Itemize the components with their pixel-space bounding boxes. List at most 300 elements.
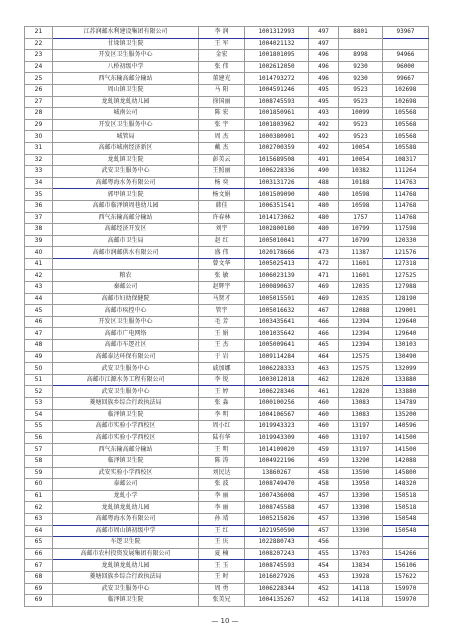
score-cell: 493 [309, 108, 339, 120]
rank-cell: 13083 [339, 398, 383, 410]
row-number-cell: 28 [25, 108, 53, 120]
row-number-cell: 39 [25, 235, 53, 247]
rank-cell: 13390 [339, 502, 383, 514]
person-name-cell: 周 勇 [199, 583, 245, 595]
unit-name-cell: 泰邮公司 [53, 479, 199, 491]
rank-cell: 11601 [339, 270, 383, 282]
candidate-id-cell: 1019943309 [245, 432, 309, 444]
row-number-cell: 41 [25, 258, 53, 270]
person-name-cell: 张美兄 [199, 595, 245, 607]
candidate-id-cell: 1014109020 [245, 444, 309, 456]
rank-cell: 10099 [339, 108, 383, 120]
candidate-id-cell: 1003435641 [245, 316, 309, 328]
row-number-cell: 29 [25, 119, 53, 131]
total-cell: 142088 [383, 455, 429, 467]
unit-name-cell: 龙虬镇龙虬幼儿园 [53, 96, 199, 108]
person-name-cell: 王 红 [199, 525, 245, 537]
table-row [25, 154, 429, 166]
total-cell: 150518 [383, 502, 429, 514]
person-name-cell: 张 波 [199, 479, 245, 491]
person-name-cell: 王 娟 [199, 328, 245, 340]
total-cell: 128190 [383, 293, 429, 305]
total-cell: 127318 [383, 258, 429, 270]
unit-name-cell: 高邮市周山镇初级中学 [53, 525, 199, 537]
table-row [25, 73, 429, 85]
row-number-cell: 63 [25, 513, 53, 525]
rank-cell: 14118 [339, 583, 383, 595]
person-name-cell: 李 锐 [199, 374, 245, 386]
table-row [25, 455, 429, 467]
rank-cell: 1757 [339, 212, 383, 224]
table-row [25, 258, 429, 270]
rank-cell: 13083 [339, 409, 383, 421]
unit-name-cell: 临泽镇卫生院 [53, 409, 199, 421]
table-row [25, 224, 429, 236]
row-number-cell: 40 [25, 247, 53, 259]
row-number-cell: 37 [25, 212, 53, 224]
rank-cell: 11387 [339, 247, 383, 259]
score-cell: 496 [309, 61, 339, 73]
person-name-cell: 毛 芳 [199, 316, 245, 328]
person-name-cell: 于 岩 [199, 351, 245, 363]
total-cell: 129640 [383, 316, 429, 328]
candidate-id-cell: 1005025413 [245, 258, 309, 270]
row-number-cell: 44 [25, 293, 53, 305]
row-number-cell: 69 [25, 583, 53, 595]
candidate-id-cell: 1005015501 [245, 293, 309, 305]
candidate-id-cell: 1022880743 [245, 537, 309, 549]
total-cell: 132099 [383, 363, 429, 375]
score-cell: 460 [309, 409, 339, 421]
total-cell: 140596 [383, 421, 429, 433]
score-cell: 496 [309, 50, 339, 62]
score-cell: 453 [309, 571, 339, 583]
rank-cell: 13928 [339, 571, 383, 583]
row-number-cell: 69 [25, 595, 53, 607]
candidate-id-cell: 1004135267 [245, 595, 309, 607]
unit-name-cell: 甘垛镇卫生院 [53, 38, 199, 50]
person-name-cell: 彭美云 [199, 154, 245, 166]
candidate-id-cell: 1014793272 [245, 73, 309, 85]
person-name-cell: 张 淼 [199, 398, 245, 410]
row-number-cell: 21 [25, 27, 53, 39]
unit-name-cell: 周山镇卫生院 [53, 84, 199, 96]
unit-name-cell: 开发区卫生服务中心 [53, 316, 199, 328]
row-number-cell: 36 [25, 200, 53, 212]
rank-cell: 12035 [339, 282, 383, 294]
total-cell: 94966 [383, 50, 429, 62]
rank-cell: 9523 [339, 119, 383, 131]
unit-name-cell: 菱塘回族乡综合行政执法局 [53, 571, 199, 583]
rank-cell: 12088 [339, 305, 383, 317]
unit-name-cell: 高邮市广电网络 [53, 328, 199, 340]
person-name-cell: 王照丽 [199, 166, 245, 178]
table-row [25, 525, 429, 537]
table-row [25, 340, 429, 352]
row-number-cell: 50 [25, 363, 53, 375]
row-number-cell: 32 [25, 154, 53, 166]
score-cell: 495 [309, 84, 339, 96]
candidate-id-cell: 1004591246 [245, 84, 309, 96]
score-cell: 461 [309, 386, 339, 398]
table-row [25, 537, 429, 549]
person-name-cell: 李 明 [199, 409, 245, 421]
total-cell: 148320 [383, 479, 429, 491]
candidate-id-cell: 1000380901 [245, 131, 309, 143]
score-cell: 460 [309, 421, 339, 433]
score-cell: 497 [309, 38, 339, 50]
total-cell: 145800 [383, 467, 429, 479]
rank-cell: 10799 [339, 224, 383, 236]
rank-cell: 9230 [339, 61, 383, 73]
candidate-id-cell: 1006228346 [245, 386, 309, 398]
table-row [25, 328, 429, 340]
table-row [25, 444, 429, 456]
table-row [25, 212, 429, 224]
person-name-cell: 戚加娜 [199, 363, 245, 375]
candidate-id-cell: 1001509090 [245, 189, 309, 201]
person-name-cell: 张 宇 [199, 119, 245, 131]
score-cell: 459 [309, 455, 339, 467]
row-number-cell: 30 [25, 131, 53, 143]
person-name-cell: 杨 奕 [199, 177, 245, 189]
unit-name-cell: 开发区卫生服务中心 [53, 50, 199, 62]
person-name-cell: 马贤才 [199, 293, 245, 305]
row-number-cell: 22 [25, 38, 53, 50]
unit-name-cell: 武安卫生服务中心 [53, 386, 199, 398]
row-number-cell: 47 [25, 328, 53, 340]
table-row [25, 282, 429, 294]
candidate-id-cell: 1000100256 [245, 398, 309, 410]
score-cell: 466 [309, 328, 339, 340]
rank-cell: 13197 [339, 444, 383, 456]
score-cell: 492 [309, 119, 339, 131]
table-row [25, 386, 429, 398]
table-row [25, 560, 429, 572]
score-cell: 457 [309, 502, 339, 514]
score-cell: 457 [309, 490, 339, 502]
total-cell: 127525 [383, 270, 429, 282]
unit-name-cell: 郭甲镇卫生院 [53, 189, 199, 201]
unit-name-cell: 龙虬镇卫生院 [53, 154, 199, 166]
score-cell: 464 [309, 351, 339, 363]
person-name-cell: 王 军 [199, 38, 245, 50]
total-cell: 150518 [383, 490, 429, 502]
score-cell: 488 [309, 177, 339, 189]
rank-cell: 13197 [339, 432, 383, 444]
table-row [25, 490, 429, 502]
rank-cell: 12394 [339, 340, 383, 352]
table-row [25, 583, 429, 595]
score-cell: 480 [309, 224, 339, 236]
row-number-cell: 51 [25, 374, 53, 386]
row-number-cell: 31 [25, 142, 53, 154]
candidate-id-cell: 1008745588 [245, 502, 309, 514]
unit-name-cell: 城管局 [53, 131, 199, 143]
rank-cell: 9230 [339, 73, 383, 85]
score-cell: 457 [309, 513, 339, 525]
rank-cell: 13390 [339, 525, 383, 537]
row-number-cell: 57 [25, 444, 53, 456]
table-row [25, 467, 429, 479]
table-row [25, 84, 429, 96]
total-cell: 150548 [383, 525, 429, 537]
unit-name-cell: 龙虬小学 [53, 490, 199, 502]
total-cell: 129640 [383, 328, 429, 340]
score-cell: 462 [309, 374, 339, 386]
score-cell: 469 [309, 282, 339, 294]
table-row [25, 177, 429, 189]
person-name-cell: 曾文华 [199, 258, 245, 270]
score-cell: 480 [309, 212, 339, 224]
unit-name-cell: 高邮经济开发区 [53, 224, 199, 236]
row-number-cell: 48 [25, 340, 53, 352]
unit-name-cell: 高邮市江源水务工程有限公司 [53, 374, 199, 386]
unit-name-cell: 高邮市实验小学西校区 [53, 432, 199, 444]
person-name-cell: 李 丽 [199, 490, 245, 502]
table-row [25, 351, 429, 363]
table-body [25, 27, 429, 607]
table-row [25, 305, 429, 317]
score-cell: 460 [309, 398, 339, 410]
score-cell: 497 [309, 27, 339, 39]
table-row [25, 235, 429, 247]
total-cell: 96000 [383, 61, 429, 73]
candidate-id-cell: 1005215026 [245, 513, 309, 525]
person-name-cell: 徐国丽 [199, 96, 245, 108]
total-cell: 130103 [383, 340, 429, 352]
candidate-id-cell: 1015689508 [245, 154, 309, 166]
person-name-cell: 陈 涛 [199, 455, 245, 467]
person-name-cell: 马 阳 [199, 84, 245, 96]
unit-name-cell: 龙虬镇龙虬幼儿园 [53, 560, 199, 572]
candidate-id-cell: 1001850961 [245, 108, 309, 120]
unit-name-cell: 武安实验小学西校区 [53, 467, 199, 479]
row-number-cell: 27 [25, 96, 53, 108]
score-cell: 456 [309, 537, 339, 549]
row-number-cell: 46 [25, 316, 53, 328]
unit-name-cell: 高邮市润邮供水有限公司 [53, 247, 199, 259]
score-cell: 452 [309, 583, 339, 595]
rank-cell: 12394 [339, 316, 383, 328]
rank-cell: 13950 [339, 479, 383, 491]
person-name-cell: 王 庆 [199, 537, 245, 549]
person-name-cell: 杨文娟 [199, 189, 245, 201]
candidate-id-cell: 1002800180 [245, 224, 309, 236]
table-row [25, 571, 429, 583]
candidate-id-cell: 1014173062 [245, 212, 309, 224]
person-name-cell: 王 玉 [199, 560, 245, 572]
row-number-cell: 68 [25, 571, 53, 583]
rank-cell: 12820 [339, 386, 383, 398]
row-number-cell: 26 [25, 84, 53, 96]
row-number-cell: 65 [25, 537, 53, 549]
rank-cell: 12820 [339, 374, 383, 386]
total-cell: 157622 [383, 571, 429, 583]
table-row [25, 189, 429, 201]
total-cell: 105568 [383, 119, 429, 131]
score-cell: 463 [309, 363, 339, 375]
total-cell: 120330 [383, 235, 429, 247]
row-number-cell: 62 [25, 502, 53, 514]
unit-name-cell: 粮农 [53, 270, 199, 282]
table-row [25, 363, 429, 375]
unit-name-cell: 高邮市临泽镇周巷幼儿园 [53, 200, 199, 212]
score-cell: 458 [309, 467, 339, 479]
table-row [25, 293, 429, 305]
candidate-id-cell: 1006351541 [245, 200, 309, 212]
score-cell: 492 [309, 142, 339, 154]
table-row [25, 409, 429, 421]
candidate-id-cell: 1000890637 [245, 282, 309, 294]
score-cell: 492 [309, 131, 339, 143]
unit-name-cell: 西气东输高邮分输站 [53, 212, 199, 224]
unit-name-cell: 武安卫生服务中心 [53, 363, 199, 375]
unit-name-cell: 临泽镇卫生院 [53, 455, 199, 467]
rank-cell: 10598 [339, 200, 383, 212]
total-cell: 114768 [383, 200, 429, 212]
table-row [25, 502, 429, 514]
total-cell: 99667 [383, 73, 429, 85]
total-cell: 102698 [383, 96, 429, 108]
candidate-id-cell: 1020178666 [245, 247, 309, 259]
rank-cell: 9523 [339, 84, 383, 96]
score-cell: 467 [309, 305, 339, 317]
total-cell: 135200 [383, 409, 429, 421]
candidate-id-cell: 1001803962 [245, 119, 309, 131]
row-number-cell: 24 [25, 61, 53, 73]
table-row [25, 61, 429, 73]
total-cell: 159970 [383, 595, 429, 607]
unit-name-cell: 高邮粤海水务有限公司 [53, 513, 199, 525]
person-name-cell: 赵辉宇 [199, 282, 245, 294]
rank-cell: 8801 [339, 27, 383, 39]
candidate-id-cell: 1003012018 [245, 374, 309, 386]
unit-name-cell: 开发区卫生服务中心 [53, 119, 199, 131]
table-row [25, 96, 429, 108]
table-row [25, 119, 429, 131]
row-number-cell: 23 [25, 50, 53, 62]
score-cell: 496 [309, 73, 339, 85]
total-cell [383, 38, 429, 50]
candidate-id-cell: 1006228336 [245, 166, 309, 178]
unit-name-cell: 江苏润邮水利建设集团有限公司 [53, 27, 199, 39]
candidate-id-cell: 1019943323 [245, 421, 309, 433]
rank-cell: 13590 [339, 467, 383, 479]
table-row [25, 398, 429, 410]
row-number-cell: 35 [25, 189, 53, 201]
rank-cell [339, 38, 383, 50]
candidate-id-cell: 1005009641 [245, 340, 309, 352]
unit-name-cell: 高邮市实验小学西校区 [53, 421, 199, 433]
candidate-id-cell: 1004106567 [245, 409, 309, 421]
score-cell: 466 [309, 316, 339, 328]
row-number-cell: 53 [25, 398, 53, 410]
candidate-id-cell: 1001035642 [245, 328, 309, 340]
unit-name-cell: 武安卫生服务中心 [53, 583, 199, 595]
total-cell [383, 537, 429, 549]
score-cell: 480 [309, 200, 339, 212]
rank-cell: 9523 [339, 96, 383, 108]
score-cell: 490 [309, 166, 339, 178]
score-cell: 454 [309, 560, 339, 572]
total-cell: 141500 [383, 432, 429, 444]
person-name-cell: 戴 杰 [199, 142, 245, 154]
candidate-id-cell: 1002700359 [245, 142, 309, 154]
person-name-cell: 许春林 [199, 212, 245, 224]
score-cell: 460 [309, 432, 339, 444]
unit-name-cell: 高邮市农村投资发展集团有限公司 [53, 548, 199, 560]
row-number-cell: 64 [25, 525, 53, 537]
total-cell: 108317 [383, 154, 429, 166]
unit-name-cell: 高邮市妇幼保健院 [53, 293, 199, 305]
rank-cell: 10799 [339, 235, 383, 247]
candidate-id-cell: 1001801095 [245, 50, 309, 62]
score-cell: 457 [309, 525, 339, 537]
table-row [25, 247, 429, 259]
table-row [25, 166, 429, 178]
table-row [25, 548, 429, 560]
person-name-cell: 赵 红 [199, 235, 245, 247]
total-cell: 102698 [383, 84, 429, 96]
total-cell: 114768 [383, 212, 429, 224]
unit-name-cell: 临泽镇卫生院 [53, 595, 199, 607]
score-cell: 452 [309, 595, 339, 607]
rank-cell: 8998 [339, 50, 383, 62]
person-name-cell: 张 伟 [199, 61, 245, 73]
total-cell: 133880 [383, 374, 429, 386]
rank-cell: 13290 [339, 455, 383, 467]
table-row [25, 270, 429, 282]
table-row [25, 479, 429, 491]
unit-name-cell: 菱塘回族乡综合行政执法局 [53, 398, 199, 410]
row-number-cell: 34 [25, 177, 53, 189]
table-row [25, 200, 429, 212]
unit-name-cell: 西气东输高邮分输站 [53, 73, 199, 85]
total-cell: 117598 [383, 224, 429, 236]
candidate-id-cell: 1004021132 [245, 38, 309, 50]
person-name-cell: 刘宇 [199, 224, 245, 236]
rank-cell [339, 537, 383, 549]
unit-name-cell [53, 258, 199, 270]
table-row [25, 142, 429, 154]
score-cell: 458 [309, 479, 339, 491]
score-cell: 472 [309, 258, 339, 270]
person-name-cell: 金宏 [199, 50, 245, 62]
unit-name-cell: 高邮市疾控中心 [53, 305, 199, 317]
table-row [25, 50, 429, 62]
total-cell: 105568 [383, 131, 429, 143]
total-cell: 129001 [383, 305, 429, 317]
candidate-id-cell: 1016027926 [245, 571, 309, 583]
candidate-id-cell: 1021950590 [245, 525, 309, 537]
unit-name-cell: 高邮粤海水务有限公司 [53, 177, 199, 189]
total-cell: 121576 [383, 247, 429, 259]
score-cell: 459 [309, 444, 339, 456]
candidate-id-cell: 13860267 [245, 467, 309, 479]
row-number-cell: 42 [25, 270, 53, 282]
rank-cell: 12575 [339, 351, 383, 363]
unit-name-cell: 龙虬镇龙虬幼儿园 [53, 502, 199, 514]
rank-cell: 13390 [339, 513, 383, 525]
score-cell: 455 [309, 548, 339, 560]
rank-cell: 11601 [339, 258, 383, 270]
unit-name-cell: 西气东输高邮分输站 [53, 444, 199, 456]
table-row [25, 108, 429, 120]
candidate-id-cell: 1008749470 [245, 479, 309, 491]
row-number-cell: 67 [25, 560, 53, 572]
row-number-cell: 33 [25, 166, 53, 178]
